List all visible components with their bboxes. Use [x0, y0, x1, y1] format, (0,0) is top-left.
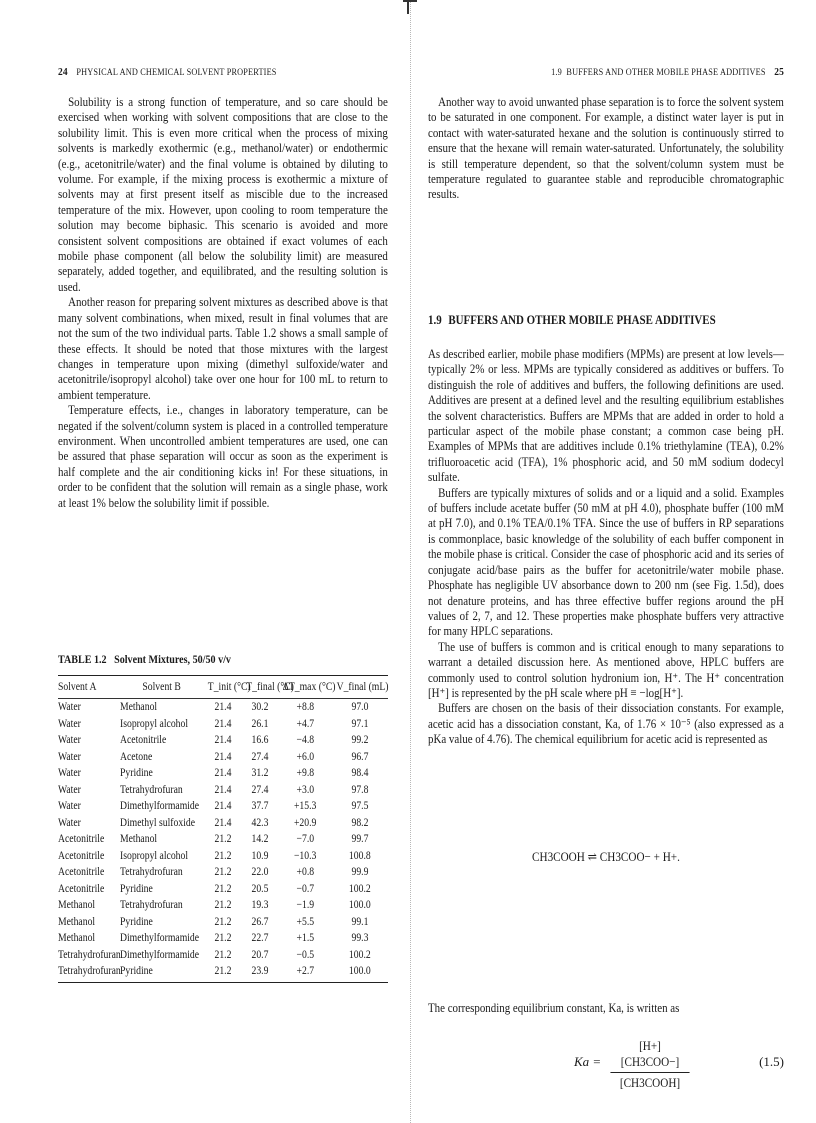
table-cell: 14.2 [251, 833, 269, 846]
table-cell: 42.3 [251, 816, 269, 829]
table-header-row [58, 676, 388, 698]
table-cell: 21.2 [214, 965, 232, 978]
right-running-head [478, 66, 784, 80]
equation-numerator: [H+][CH3COO−] [610, 1038, 689, 1073]
table-cell: 100.0 [349, 899, 371, 912]
table-row [58, 963, 388, 980]
table-cell: Methanol [58, 915, 96, 928]
table-cell: 21.4 [214, 800, 232, 813]
table-cell: 99.1 [351, 915, 369, 928]
table-cell: 22.7 [251, 932, 269, 945]
table-cell: 99.2 [351, 734, 369, 747]
table-cell: +4.7 [296, 717, 314, 730]
table-row [58, 699, 388, 716]
table-cell: 21.4 [214, 767, 232, 780]
table-cell: Tetrahydrofuran [58, 948, 121, 961]
table-cell: Methanol [58, 932, 96, 945]
table-cell: 27.4 [251, 750, 269, 763]
left-page [58, 0, 388, 1123]
table-cell: 98.2 [351, 816, 369, 829]
gutter-mark [407, 0, 409, 14]
table-cell: Tetrahydrofuran [120, 866, 183, 879]
section-heading [428, 312, 716, 328]
table-cell: 97.8 [351, 783, 369, 796]
table-cell: Dimethylformamide [120, 932, 200, 945]
table-cell: +8.8 [296, 701, 314, 714]
paragraph: Buffers are chosen on the basis of their dissociation constants. For example, acetic acid has a dissociation constant, Ka, of 1.76 × 10⁻⁵ (also expressed as a pKa value of 4.76). The chemical equilibrium for acetic acid is represented as [428, 700, 784, 747]
table-cell: 37.7 [251, 800, 269, 813]
equation-number: (1.5) [759, 1054, 784, 1069]
table-cell: Water [58, 783, 81, 796]
table-cell: 21.2 [214, 849, 232, 862]
table-cell: Water [58, 767, 81, 780]
column-header: T_init (°C) [207, 681, 251, 693]
table-row [58, 765, 388, 782]
column-header: ΔT_max (°C) [282, 681, 336, 693]
table-cell: 21.2 [214, 882, 232, 895]
paragraph: The corresponding equilibrium constant, Ka, is written as [428, 1000, 680, 1015]
column-header: V_final (mL) [336, 681, 389, 693]
section-number: 1.9 [428, 312, 442, 327]
table-cell: 100.2 [349, 948, 371, 961]
table-cell: 100.2 [349, 882, 371, 895]
table-row [58, 897, 388, 914]
solvent-mixtures-table [58, 675, 388, 983]
table-cell: Acetonitrile [58, 866, 105, 879]
paragraph: Buffers are typically mixtures of solids and or a liquid and a solid. Examples of buffers include acetate buffer (50 mM at pH 4.0), phosphate buffer (100 mM at pH 7.0), and 0.1% TEA/0.1% TFA. Since the use of buffers in RP separations is commonplace, basic knowledge of the solubility of each buffer component in the mobile phase is critical. Consider the case of phosphoric acid and its series of conjugate acid/base pairs as the buffer for acetonitrile/water mobile phase. Phosphate has negligible UV absorbance down to 200 nm (see Fig. 1.5d), does not denature proteins, and has three effective buffer regions around the pH values of 2, 7, and 12. These properties make phosphate buffers very attractive for many HPLC separations. [428, 484, 784, 639]
table-cell: +9.8 [296, 767, 314, 780]
paragraph: As described earlier, mobile phase modifiers (MPMs) are present at low levels—typically 2% or less. MPMs are typically considered as additives or buffers. To distinguish the role of additives and buffers, the following definitions are used. Additives are present at a defined level and the resulting equilibrium establishes the solvent characteristics. Buffers are MPMs that are added in order to hold a particular aspect of the mobile phase constant; a common case being pH. Examples of MPMs that are additives include 0.1% triethylamine (TEA), 0.2% trifluoroacetic acid (TFA), 1% phosphoric acid, and 50 mM sodium dodecyl sulfate. [428, 346, 784, 485]
table-cell: Acetonitrile [120, 734, 167, 747]
table-cell: 21.4 [214, 734, 232, 747]
table-cell: Acetonitrile [58, 833, 105, 846]
table-cell: 21.4 [214, 816, 232, 829]
table-cell: Acetone [120, 750, 153, 763]
table-cell: Water [58, 800, 81, 813]
table-cell: Pyridine [120, 767, 153, 780]
table-cell: Isopropyl alcohol [120, 849, 189, 862]
table-cell: 21.2 [214, 833, 232, 846]
paragraph: Temperature effects, i.e., changes in laboratory temperature, can be negated if the solvent/column system is placed in a controlled temperature environment. When uncontrolled ambient temperatures are used, one can be assured that phase separation will occur as soon as the experiment is half complete and the air conditioning kicks in! For these situations, in order to be confident that the solution will remain as a single phase, work at least 1% below the solubility limit if possible. [58, 402, 388, 510]
table-cell: Dimethylformamide [120, 800, 200, 813]
table-cell: 22.0 [251, 866, 269, 879]
paragraph: Another reason for preparing solvent mixtures as described above is that many solvent combinations, when mixed, result in final volumes that are not the sum of the two individual parts. Table 1.2 shows a small sample of these effects. It should be noted that those mixtures with the largest changes in temperature upon mixing (dimethyl sulfoxide/water and acetonitrile/isopropyl alcohol) take over one hour for 100 mL to return to ambient temperature. [58, 294, 388, 402]
paragraph: The use of buffers is common and is critical enough to many separations to warrant a detailed discussion here. As mentioned above, HPLC buffers are commonly used to control solution hydronium ion, H⁺. The H⁺ concentration [H⁺] is represented by the pH scale where pH ≡ −log[H⁺]. [428, 638, 784, 700]
right-page [428, 0, 784, 1123]
table-cell: Acetonitrile [58, 882, 105, 895]
table-cell: +3.0 [296, 783, 314, 796]
left-running-head [58, 66, 342, 80]
table-cell: Isopropyl alcohol [120, 717, 189, 730]
column-header: Solvent A [58, 681, 97, 693]
table-cell: 30.2 [251, 701, 269, 714]
table-cell: 98.4 [351, 767, 369, 780]
table-cell: 20.7 [251, 948, 269, 961]
table-cell: 100.8 [349, 849, 371, 862]
running-head-title: BUFFERS AND OTHER MOBILE PHASE ADDITIVES [566, 67, 766, 78]
table-row [58, 732, 388, 749]
table-row [58, 815, 388, 832]
table-row [58, 881, 388, 898]
table-cell: Water [58, 701, 81, 714]
table-cell: 21.4 [214, 783, 232, 796]
table-cell: Water [58, 750, 81, 763]
table-cell: 97.0 [351, 701, 369, 714]
table-cell: −0.5 [296, 948, 314, 961]
table-cell: Water [58, 734, 81, 747]
table-cell: 21.2 [214, 915, 232, 928]
table-cell: Pyridine [120, 915, 153, 928]
table-cell: Acetonitrile [58, 849, 105, 862]
table-cell: 20.5 [251, 882, 269, 895]
table-row [58, 798, 388, 815]
table-cell: 21.2 [214, 899, 232, 912]
table-row [58, 914, 388, 931]
table-cell: 31.2 [251, 767, 269, 780]
table-cell: Tetrahydrofuran [120, 899, 183, 912]
column-header: Solvent B [142, 681, 182, 693]
table-cell: Methanol [120, 833, 158, 846]
equation-lhs: Ka = [574, 1054, 602, 1069]
table-cell: +20.9 [293, 816, 317, 829]
paragraph: Another way to avoid unwanted phase separation is to force the solvent system to be saturated in one component. For example, a distinct water layer is put in contact with water-saturated hexane and the solution is continuously stirred to ensure that the hexane will remain water-saturated. Unfortunately, the solubility is still temperature dependent, so that the solvent/column system must be temperature regulated to guarantee stable and reproducible chromatographic results. [428, 94, 784, 202]
page-number: 25 [774, 66, 784, 78]
table-cell: Pyridine [120, 882, 153, 895]
equation-fraction [604, 1038, 696, 1091]
table-cell: +15.3 [293, 800, 317, 813]
table-cell: 26.7 [251, 915, 269, 928]
paragraph: Solubility is a strong function of temperature, and so care should be exercised when working with solvent compositions that are close to the solubility limit. This is even more critical when the process of mixing solvents is markedly exothermic (e.g., methanol/water) or endothermic (e.g., acetonitrile/water) and the final volume is obtained by diluting to volume. For example, if the mixing process is exothermic a mixture of solvents may at first present itself as miscible due to the increased temperature of the mix. However, upon cooling to room temperature the solution may become biphasic. This scenario is avoided and more consistent solvent compositions are obtained if exact volumes of each mobile phase component (all below the solubility limit) are measured separately, added together, and equilibrated, and the resulting solution is used. [58, 94, 388, 294]
table-cell: +5.5 [296, 915, 314, 928]
table-cell: Methanol [58, 899, 96, 912]
equilibrium-equation: CH3COOH ⇌ CH3COO− + H+. [532, 849, 680, 864]
table-row [58, 831, 388, 848]
table-cell: 21.2 [214, 948, 232, 961]
table-cell: −0.7 [296, 882, 314, 895]
table-cell: 19.3 [251, 899, 269, 912]
table-cell: 99.3 [351, 932, 369, 945]
table-cell: +0.8 [296, 866, 314, 879]
table-cell: 21.4 [214, 750, 232, 763]
table-cell: Methanol [120, 701, 158, 714]
table-cell: −10.3 [293, 849, 317, 862]
table-cell: +2.7 [296, 965, 314, 978]
left-body-text [58, 94, 388, 510]
table-cell: Pyridine [120, 965, 153, 978]
table-row [58, 749, 388, 766]
table-cell: −4.8 [296, 734, 314, 747]
table-cell: Water [58, 717, 81, 730]
table-cell: −7.0 [296, 833, 314, 846]
equation-denominator: [CH3COOH] [619, 1075, 681, 1090]
table-row [58, 864, 388, 881]
equilibrium-constant-equation [428, 1038, 784, 1090]
table-cell: 23.9 [251, 965, 269, 978]
table-bottom-rule [58, 982, 388, 983]
right-intro-text [428, 94, 784, 202]
table-cell: Tetrahydrofuran [120, 783, 183, 796]
after-equation-text [428, 1000, 784, 1015]
table-cell: +6.0 [296, 750, 314, 763]
table-cell: 97.5 [351, 800, 369, 813]
table-cell: 21.4 [214, 701, 232, 714]
table-cell: +1.5 [296, 932, 314, 945]
table-cell: Dimethyl sulfoxide [120, 816, 196, 829]
table-caption [58, 652, 231, 667]
page-number: 24 [58, 66, 68, 78]
table-cell: 99.9 [351, 866, 369, 879]
table-cell: 100.0 [349, 965, 371, 978]
table-row [58, 716, 388, 733]
column-header: T_final (°C) [246, 681, 294, 693]
table-cell: 10.9 [251, 849, 269, 862]
running-head-title: PHYSICAL AND CHEMICAL SOLVENT PROPERTIES [76, 67, 277, 78]
table-cell: Water [58, 816, 81, 829]
table-label: TABLE 1.2 [58, 652, 107, 666]
table-cell: 97.1 [351, 717, 369, 730]
table-row [58, 782, 388, 799]
gutter-mark-cap [403, 0, 417, 2]
right-body-text [428, 346, 784, 747]
section-title: BUFFERS AND OTHER MOBILE PHASE ADDITIVES [448, 312, 716, 327]
table-row [58, 930, 388, 947]
table-cell: 16.6 [251, 734, 269, 747]
running-head-section: 1.9 [551, 67, 562, 78]
table-cell: 21.4 [214, 717, 232, 730]
table-cell: 21.2 [214, 866, 232, 879]
table-cell: −1.9 [296, 899, 314, 912]
table-cell: 26.1 [251, 717, 269, 730]
table-row [58, 947, 388, 964]
table-cell: 99.7 [351, 833, 369, 846]
table-title: Solvent Mixtures, 50/50 v/v [114, 652, 231, 666]
table-cell: 96.7 [351, 750, 369, 763]
table-cell: 27.4 [251, 783, 269, 796]
page-gutter [410, 0, 411, 1123]
table-row [58, 848, 388, 865]
table-cell: Dimethylformamide [120, 948, 200, 961]
table-cell: 21.2 [214, 932, 232, 945]
table-cell: Tetrahydrofuran [58, 965, 121, 978]
